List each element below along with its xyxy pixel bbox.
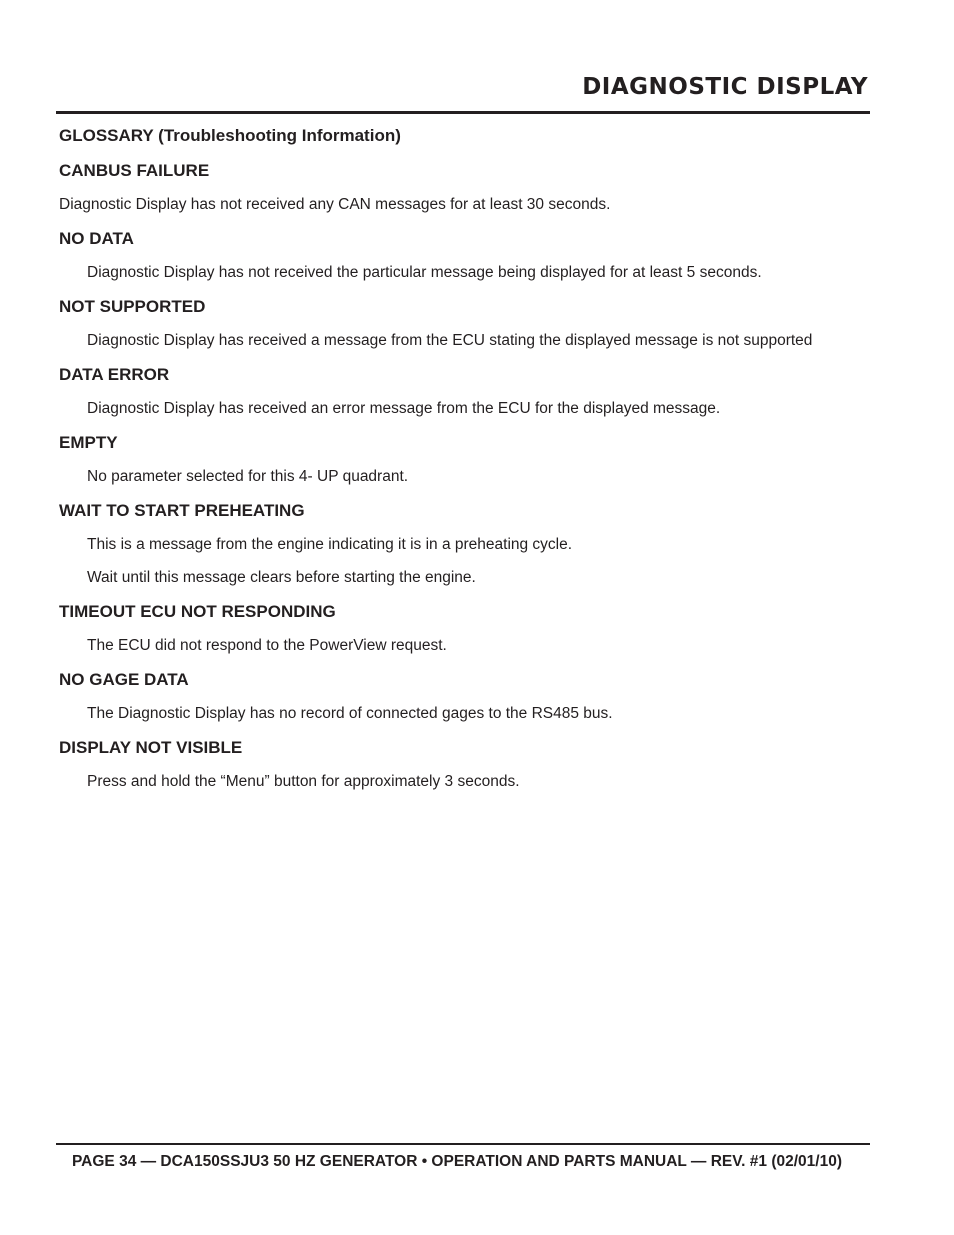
- desc-empty: No parameter selected for this 4- UP quadrant.: [87, 468, 409, 485]
- desc-no-data: Diagnostic Display has not received the particular message being displayed for at least 5 seconds.: [87, 264, 762, 281]
- term-canbus-failure: CANBUS FAILURE: [59, 161, 210, 180]
- desc-wait-to-start-preheating-1: This is a message from the engine indicating it is in a preheating cycle.: [87, 536, 573, 553]
- term-not-supported: NOT SUPPORTED: [59, 297, 206, 316]
- glossary-entry-no-gage-data: [59, 669, 859, 725]
- glossary-entry-no-data: [59, 228, 859, 284]
- desc-not-supported: Diagnostic Display has received a message from the ECU stating the displayed message is not supported: [87, 332, 813, 349]
- term-data-error: DATA ERROR: [59, 365, 170, 384]
- desc-timeout-ecu-not-responding: The ECU did not respond to the PowerView request.: [87, 637, 447, 654]
- page-footer: PAGE 34 — DCA150SSJU3 50 HZ GENERATOR • OPERATION AND PARTS MANUAL — REV. #1 (02/01/10): [71, 1153, 842, 1170]
- glossary-entry-not-supported: [59, 296, 859, 352]
- glossary-entry-wait-to-start-preheating: [59, 500, 859, 589]
- footer-divider: [56, 1143, 870, 1145]
- term-timeout-ecu-not-responding: TIMEOUT ECU NOT RESPONDING: [59, 602, 336, 621]
- term-display-not-visible: DISPLAY NOT VISIBLE: [59, 738, 243, 757]
- desc-display-not-visible: Press and hold the “Menu” button for approximately 3 seconds.: [87, 773, 520, 790]
- desc-wait-to-start-preheating-2: Wait until this message clears before starting the engine.: [87, 569, 476, 586]
- desc-no-gage-data: The Diagnostic Display has no record of connected gages to the RS485 bus.: [87, 705, 613, 722]
- glossary-title: GLOSSARY (Troubleshooting Information): [59, 126, 401, 145]
- glossary-entry-display-not-visible: [59, 737, 859, 793]
- glossary-entry-data-error: [59, 364, 859, 420]
- term-no-gage-data: NO GAGE DATA: [59, 670, 189, 689]
- page-title: DIAGNOSTIC DISPLAY: [582, 74, 868, 100]
- glossary-section: [59, 122, 859, 805]
- glossary-entry-canbus-failure: [59, 160, 859, 216]
- glossary-entry-timeout-ecu-not-responding: [59, 601, 859, 657]
- term-no-data: NO DATA: [59, 229, 134, 248]
- term-empty: EMPTY: [59, 433, 118, 452]
- desc-data-error: Diagnostic Display has received an error message from the ECU for the displayed message.: [87, 400, 721, 417]
- term-wait-to-start-preheating: WAIT TO START PREHEATING: [59, 501, 305, 520]
- glossary-entry-empty: [59, 432, 859, 488]
- header-divider: [56, 111, 870, 114]
- desc-canbus-failure: Diagnostic Display has not received any CAN messages for at least 30 seconds.: [59, 196, 611, 213]
